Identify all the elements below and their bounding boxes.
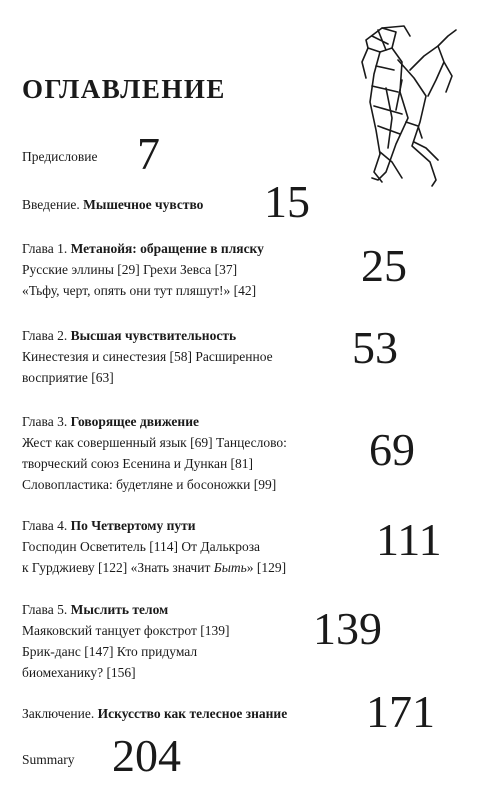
subsection-text: к Гурджиеву [122] «Знать значит — [22, 560, 214, 575]
page-number: 15 — [264, 176, 310, 227]
page-number: 111 — [376, 514, 442, 565]
subsection-line: Кинестезия и синестезия [58] Расширенное — [22, 349, 273, 364]
entry-label: Summary — [22, 752, 75, 767]
subsection-line — [22, 557, 286, 578]
dancer-sketch-illustration — [352, 22, 460, 192]
entry-title: Искусство как телесное знание — [97, 706, 288, 721]
subsection-line: Брик-данс [147] Кто придумал — [22, 644, 198, 659]
subsection-text: » [129] — [246, 560, 287, 575]
subsection-line: Господин Осветитель [114] От Далькроза — [22, 539, 261, 554]
toc-entry-chapter-1 — [22, 238, 264, 301]
subsection-line: творческий союз Есенина и Дункан [81] — [22, 456, 254, 471]
entry-prefix: Глава 4. — [22, 518, 68, 533]
subsection-line: Русские эллины [29] Грехи Зевса [37] — [22, 262, 238, 277]
entry-title: Мыслить телом — [70, 602, 169, 617]
entry-title: Высшая чувствительность — [70, 328, 237, 343]
toc-entry-introduction — [22, 194, 203, 215]
subsection-line: биомеханику? [156] — [22, 665, 136, 680]
page-number: 171 — [366, 686, 435, 737]
toc-entry-chapter-5 — [22, 599, 229, 683]
page-number: 25 — [361, 240, 407, 291]
entry-label: Предисловие — [22, 149, 98, 164]
toc-entry-chapter-2 — [22, 325, 273, 388]
subsection-line: Словопластика: будетляне и босоножки [99] — [22, 477, 277, 492]
entry-prefix: Заключение. — [22, 706, 95, 721]
subsection-italic: Быть — [213, 560, 247, 575]
subsection-line: Жест как совершенный язык [69] Танцеслово: — [22, 435, 287, 450]
page-number: 139 — [313, 603, 382, 654]
entry-title: По Четвертому пути — [70, 518, 196, 533]
page-number: 53 — [352, 322, 398, 373]
entry-title: Говорящее движение — [70, 414, 199, 429]
toc-entry-chapter-4 — [22, 515, 286, 578]
toc-entry-chapter-3 — [22, 411, 287, 495]
entry-prefix: Глава 1. — [22, 241, 68, 256]
entry-title: Метанойя: обращение в пляску — [70, 241, 264, 256]
toc-entry-preface — [22, 146, 97, 167]
subsection-line: «Тьфу, черт, опять они тут пляшут!» [42] — [22, 283, 257, 298]
entry-title: Мышечное чувство — [83, 197, 204, 212]
page-number: 69 — [369, 424, 415, 475]
subsection-line: восприятие [63] — [22, 370, 114, 385]
toc-entry-summary — [22, 749, 75, 770]
entry-prefix: Глава 5. — [22, 602, 68, 617]
entry-prefix: Введение. — [22, 197, 80, 212]
subsection-line: Маяковский танцует фокстрот [139] — [22, 623, 230, 638]
page-number: 7 — [137, 128, 160, 179]
page-title: ОГЛАВЛЕНИЕ — [22, 74, 226, 104]
page-number: 204 — [112, 730, 181, 781]
entry-prefix: Глава 2. — [22, 328, 68, 343]
toc-entry-conclusion — [22, 703, 287, 724]
entry-prefix: Глава 3. — [22, 414, 68, 429]
